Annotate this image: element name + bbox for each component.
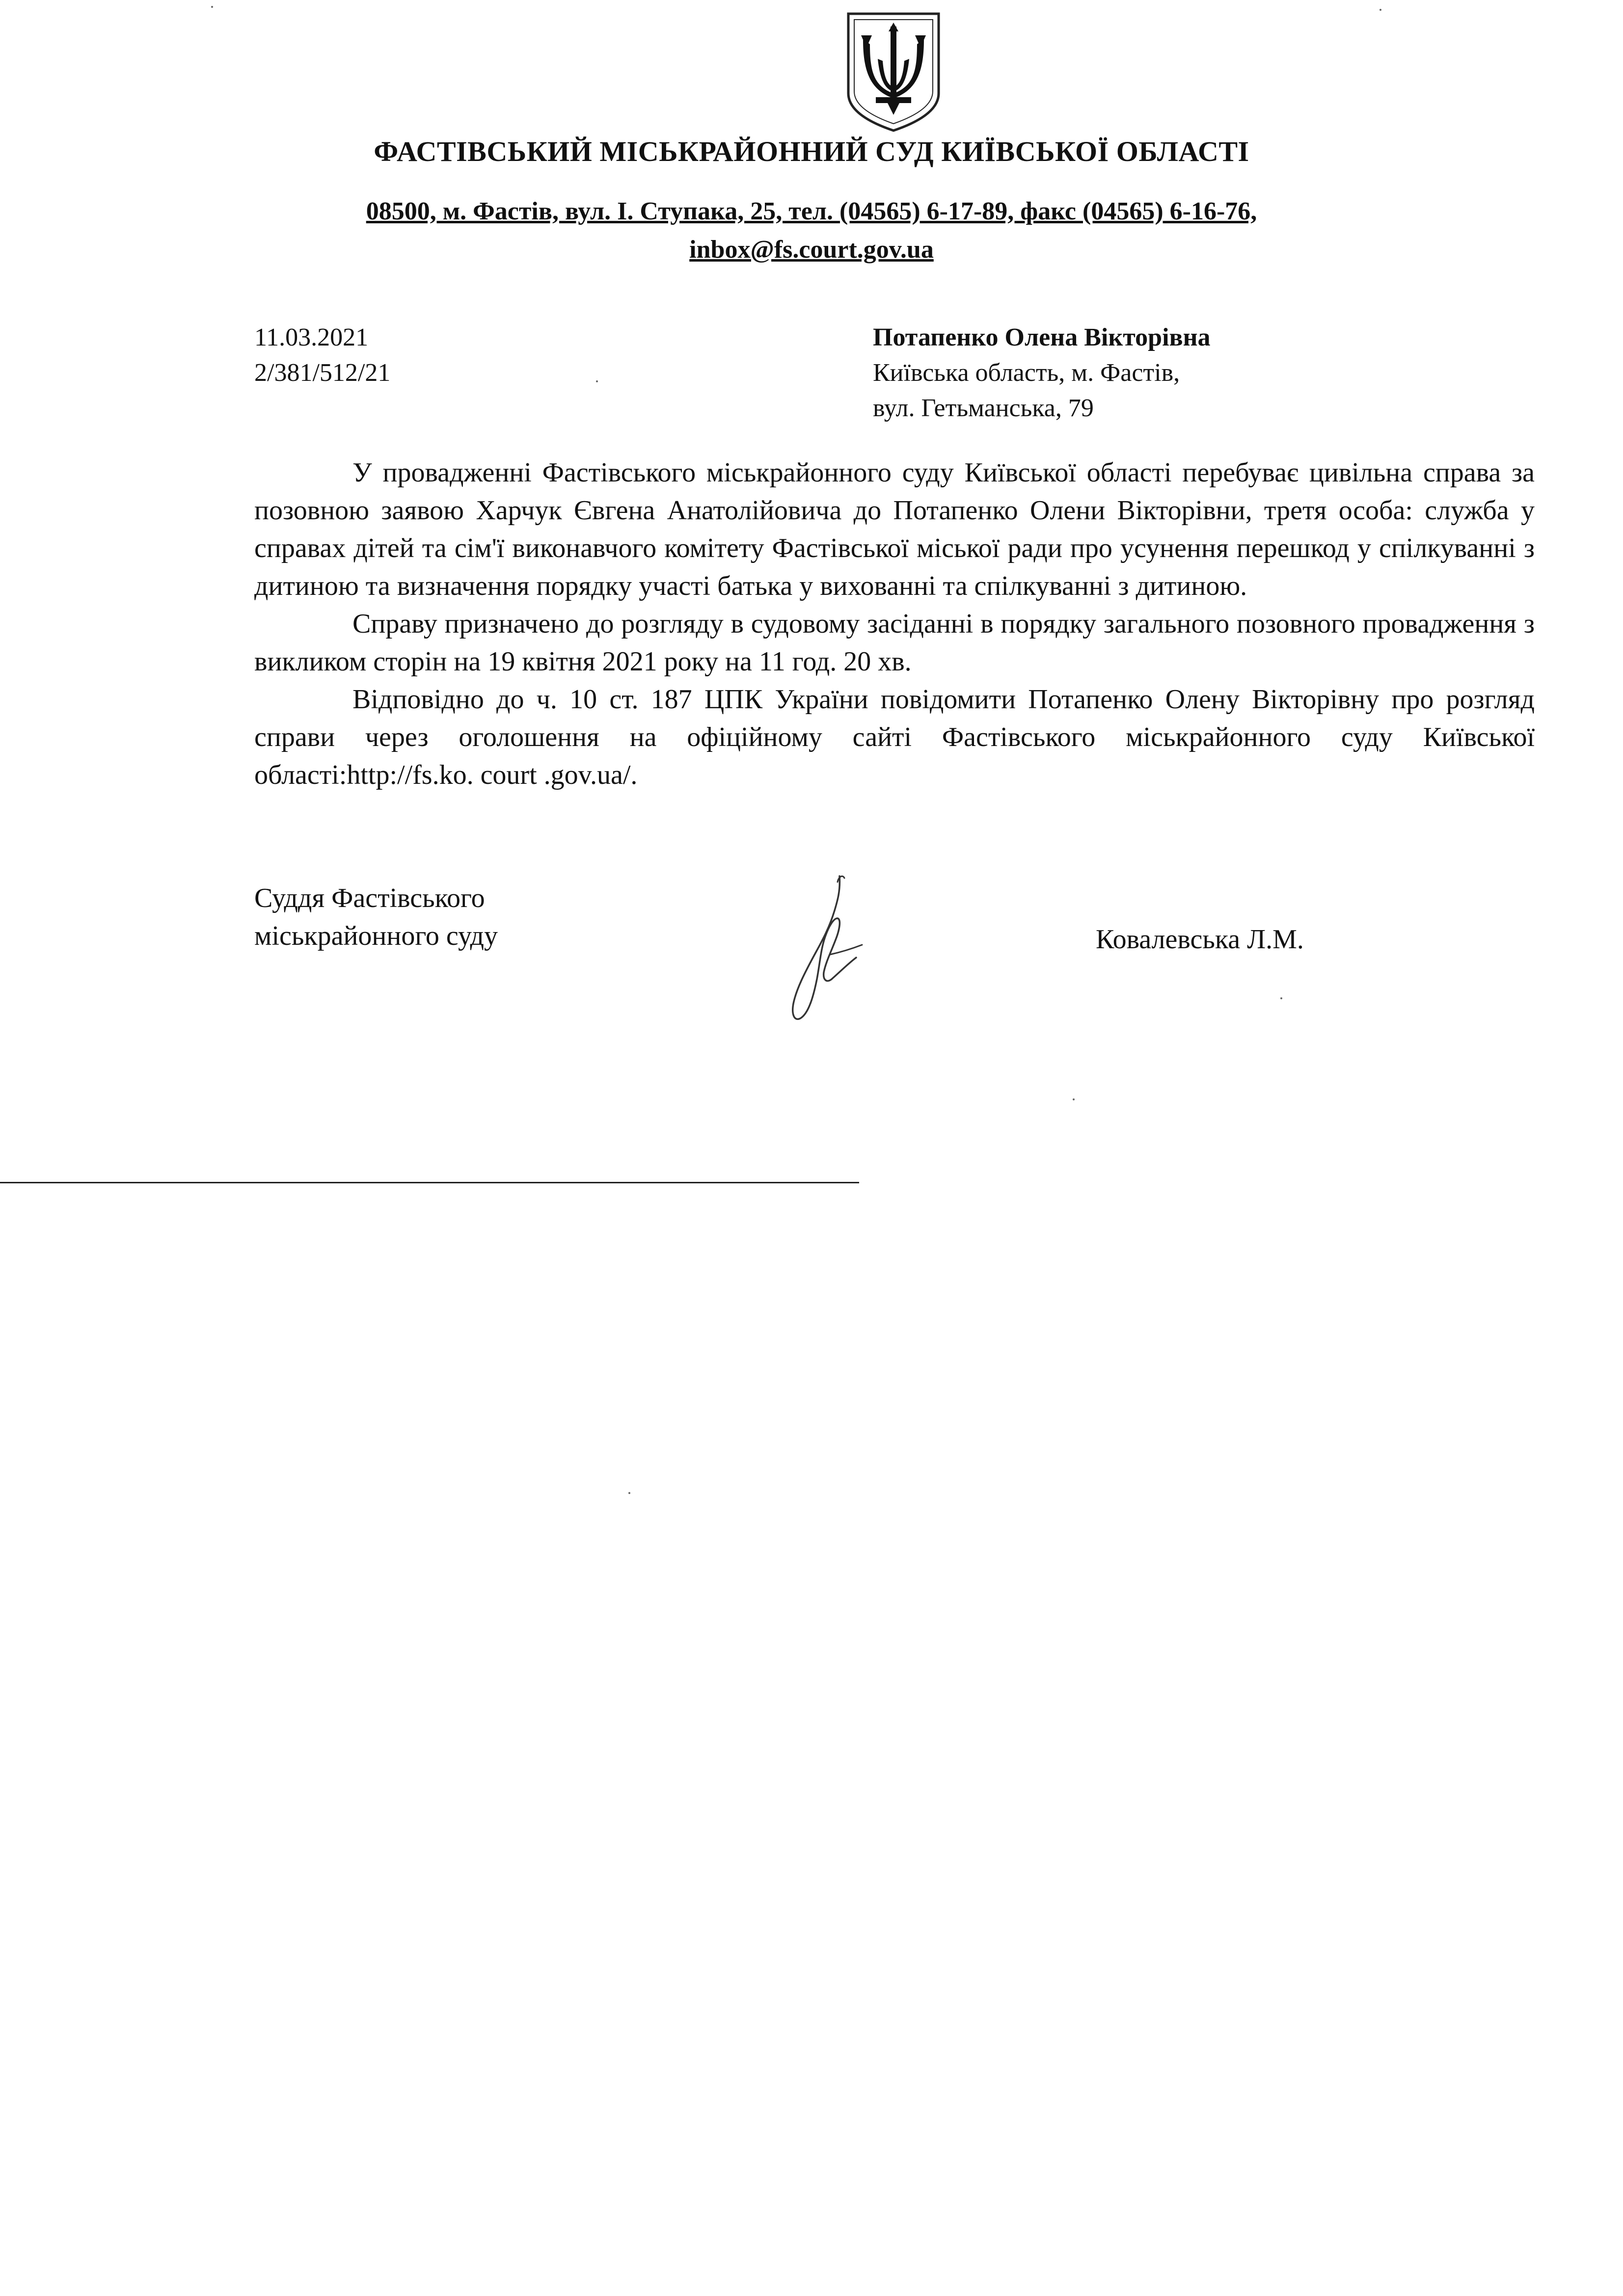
court-address-block xyxy=(0,192,1623,269)
case-reference-number: 2/381/512/21 xyxy=(254,359,391,387)
addressee-block xyxy=(873,320,1211,426)
scan-speck xyxy=(1380,9,1381,11)
body-paragraph: У провадженні Фастівського міськрайонного суду Київської області перебуває цивільна справа за позовною заявою Харчук Євгена Анатолійовича до Потапенко Олени Вікторівни, третя особа: служба у справах дітей та сім'ї виконавчого комітету Фастівської міської ради про усунення перешкод у спілкуванні з дитиною та визначення порядку участі батька у вихованні та спілкуванні з дитиною. xyxy=(254,457,1535,601)
handwritten-signature-icon xyxy=(766,871,879,1028)
scan-speck xyxy=(1280,997,1282,999)
judge-title-line-1: Суддя Фастівського xyxy=(254,883,485,913)
court-address-line: 08500, м. Фастів, вул. І. Ступака, 25, тел. (04565) 6-17-89, факс (04565) 6-16-76, xyxy=(366,197,1257,225)
judge-title xyxy=(254,880,498,955)
page-divider-line xyxy=(0,1182,859,1183)
scan-speck xyxy=(628,1492,630,1494)
judge-name: Ковалевська Л.М. xyxy=(1096,924,1304,955)
addressee-region-city: Київська область, м. Фастів, xyxy=(873,359,1180,387)
document-date: 11.03.2021 xyxy=(254,323,369,351)
body-paragraph: Відповідно до ч. 10 ст. 187 ЦПК України повідомити Потапенко Олену Вікторівну про розгляд справи через оголошення на офіційному сайті Фастівського міськрайонного суду Київської області:http://fs.ko. court .gov.ua/. xyxy=(254,684,1535,790)
court-name-heading: ФАСТІВСЬКИЙ МІСЬКРАЙОННИЙ СУД КИЇВСЬКОЇ ОБЛАСТІ xyxy=(374,135,1249,167)
addressee-name: Потапенко Олена Вікторівна xyxy=(873,323,1211,351)
court-email: inbox@fs.court.gov.ua xyxy=(689,236,934,264)
notice-body xyxy=(254,454,1535,794)
scan-speck xyxy=(211,6,213,8)
body-paragraph: Справу призначено до розгляду в судовому засіданні в порядку загального позовного провадження з викликом сторін на 19 квітня 2021 року на 11 год. 20 хв. xyxy=(254,609,1535,677)
addressee-street: вул. Гетьманська, 79 xyxy=(873,394,1094,422)
trident-coat-of-arms-icon xyxy=(843,10,944,133)
judge-title-line-2: міськрайонного суду xyxy=(254,921,498,951)
document-meta xyxy=(254,320,390,391)
scan-speck xyxy=(596,380,598,382)
scan-speck xyxy=(1073,1098,1075,1100)
